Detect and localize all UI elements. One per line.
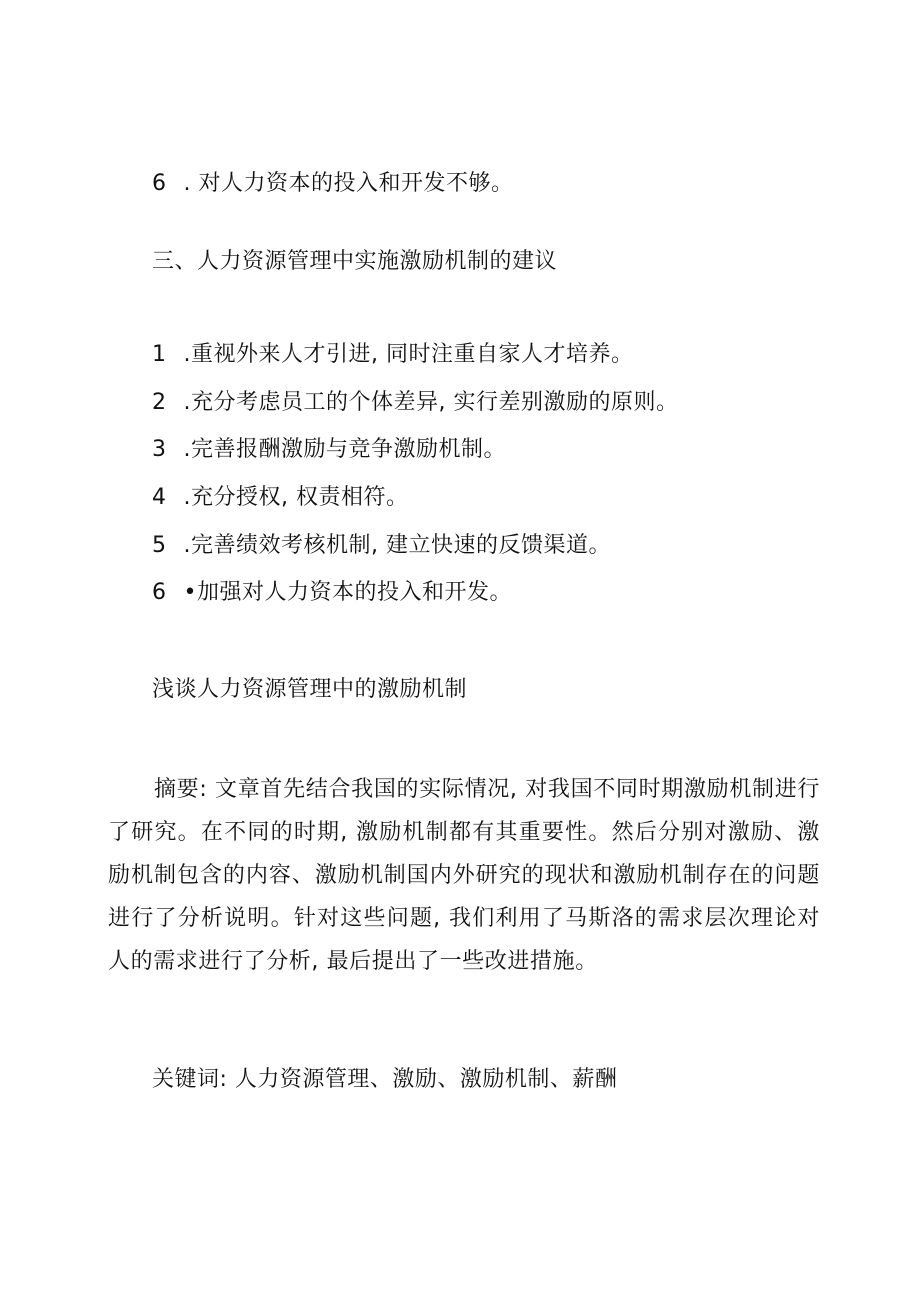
list-number: 1 [152, 342, 167, 367]
list-number: 2 [152, 390, 167, 415]
list-item [152, 389, 678, 417]
list-number: 5 [152, 533, 167, 558]
list-number: 4 [152, 485, 167, 510]
section-heading: 三、人力资源管理中实施激励机制的建议 [152, 249, 558, 274]
keywords-line: 关键词: 人力资源管理、激励、激励机制、薪酬 [152, 1067, 618, 1092]
list-item [152, 532, 611, 560]
list-text: .充分授权, 权责相符。 [183, 485, 409, 510]
list-item [152, 579, 512, 607]
list-text: •加强对人力资本的投入和开发。 [183, 580, 512, 605]
list-item [152, 436, 506, 464]
list-item [152, 484, 408, 512]
list-item [152, 341, 633, 369]
list-number: 6 [152, 171, 167, 196]
list-number: 3 [152, 437, 167, 462]
list-text: .完善报酬激励与竞争激励机制。 [183, 437, 506, 462]
list-text: . 对人力资本的投入和开发不够。 [183, 171, 514, 196]
abstract-paragraph: 摘要: 文章首先结合我国的实际情况, 对我国不同时期激励机制进行了研究。在不同的时期, 激励机制都有其重要性。然后分别对激励、激励机制包含的内容、激励机制国内外研究的现状和激励机制存在的问题进行了分析说明。针对这些问题, 我们利用了马斯洛的需求层次理论对人的需求进行了分析, 最后提出了一些改进措施。 [108, 777, 820, 974]
prev-list-item-6 [152, 170, 514, 198]
list-text: .重视外来人才引进, 同时注重自家人才培养。 [183, 342, 634, 367]
article-title: 浅谈人力资源管理中的激励机制 [152, 677, 468, 702]
list-text: .充分考虑员工的个体差异, 实行差别激励的原则。 [183, 390, 679, 415]
list-number: 6 [152, 580, 167, 605]
list-text: .完善绩效考核机制, 建立快速的反馈渠道。 [183, 533, 611, 558]
